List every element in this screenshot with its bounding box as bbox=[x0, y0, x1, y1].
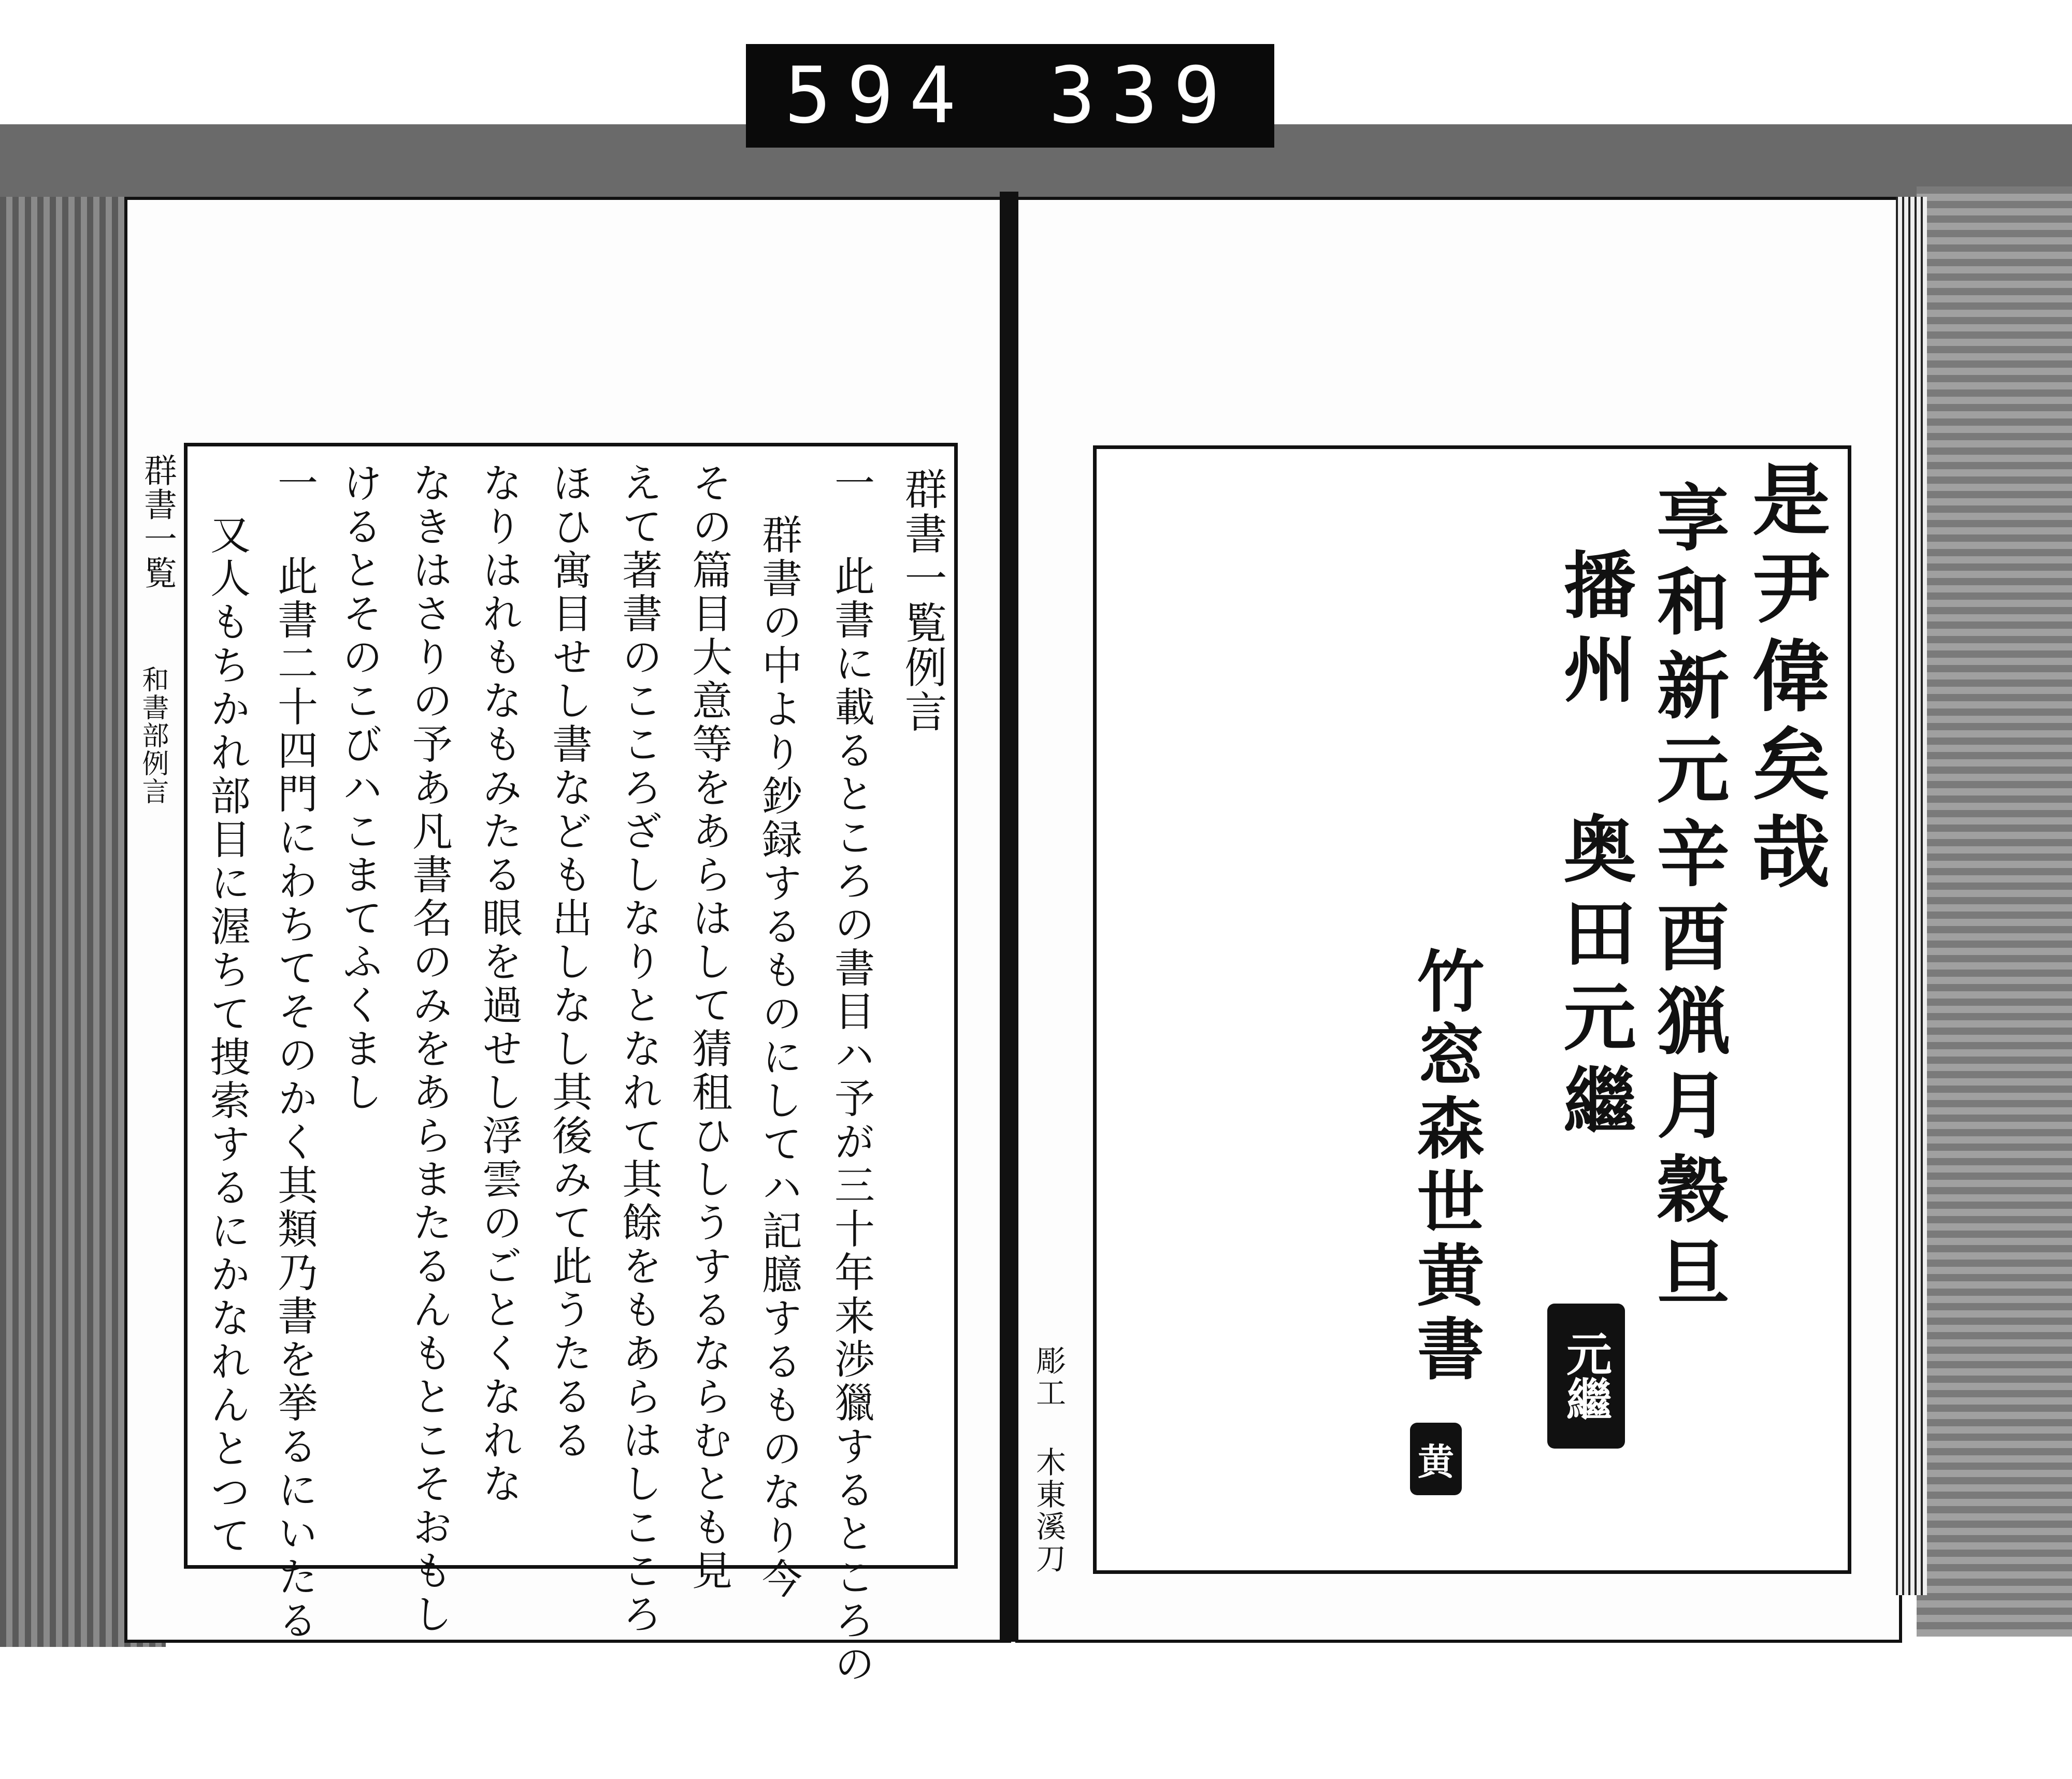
text-line: 又人もちかれ部目に渥ちて捜索するにかなれんとつて bbox=[204, 514, 250, 1558]
right-hashira bbox=[1844, 445, 1908, 1567]
text-line: けるとそのこびハこまてふくまし bbox=[336, 462, 382, 1115]
text-line: なきはさりの予あ凡書名のみをあらまたるんもとこそおもし bbox=[406, 462, 452, 1637]
colophon-date: 享和新元辛酉猟月穀旦 bbox=[1645, 480, 1730, 1319]
book-edge-shadow bbox=[1917, 186, 2072, 1637]
text-line: えて著書のこころざしなりとなれて其餘をもあらはしこころ bbox=[615, 462, 662, 1637]
calligrapher-name: 竹窓森世黄書 bbox=[1406, 946, 1485, 1387]
colophon-line-1: 是尹偉矣哉 bbox=[1739, 459, 1830, 900]
left-hashira bbox=[130, 443, 186, 1561]
book-gutter bbox=[1000, 192, 1018, 1642]
text-line: 一 此書二十四門にわちてそのかく其類乃書を挙るにいたる bbox=[271, 462, 318, 1643]
call-number-left: 594 bbox=[784, 51, 972, 141]
text-line: 一 此書に載るところの書目ハ予が三十年来渉獵するところの bbox=[828, 462, 874, 1686]
text-line: その篇目大意等をあらはして猜租ひしうするならむとも見 bbox=[685, 462, 732, 1593]
colophon-author: 播州 奥田元繼 bbox=[1551, 547, 1636, 1147]
text-line: ほひ寓目せし書なども出しなし其後みて此うたるる bbox=[545, 462, 592, 1463]
hashira-subtitle: 和書部例言 bbox=[137, 666, 168, 805]
hashira-title: 群書一覧 bbox=[138, 453, 177, 590]
page-title: 群書一覧例言 bbox=[898, 467, 947, 734]
call-number-right: 339 bbox=[1048, 51, 1236, 141]
right-text-frame bbox=[1031, 445, 1851, 1575]
carver-credit: 彫工 木東溪刀 bbox=[1031, 1345, 1066, 1575]
text-line: 群書の中より鈔録するものにしてハ記臆するものなり今 bbox=[755, 514, 802, 1601]
calligrapher-seal: 黄 bbox=[1410, 1423, 1462, 1495]
call-number-label bbox=[746, 44, 1274, 148]
author-seal: 元繼 bbox=[1547, 1304, 1625, 1449]
left-text-frame bbox=[184, 443, 958, 1686]
text-line: なりはれもなもみたる眼を過せし浮雲のごとくなれな bbox=[476, 462, 522, 1506]
